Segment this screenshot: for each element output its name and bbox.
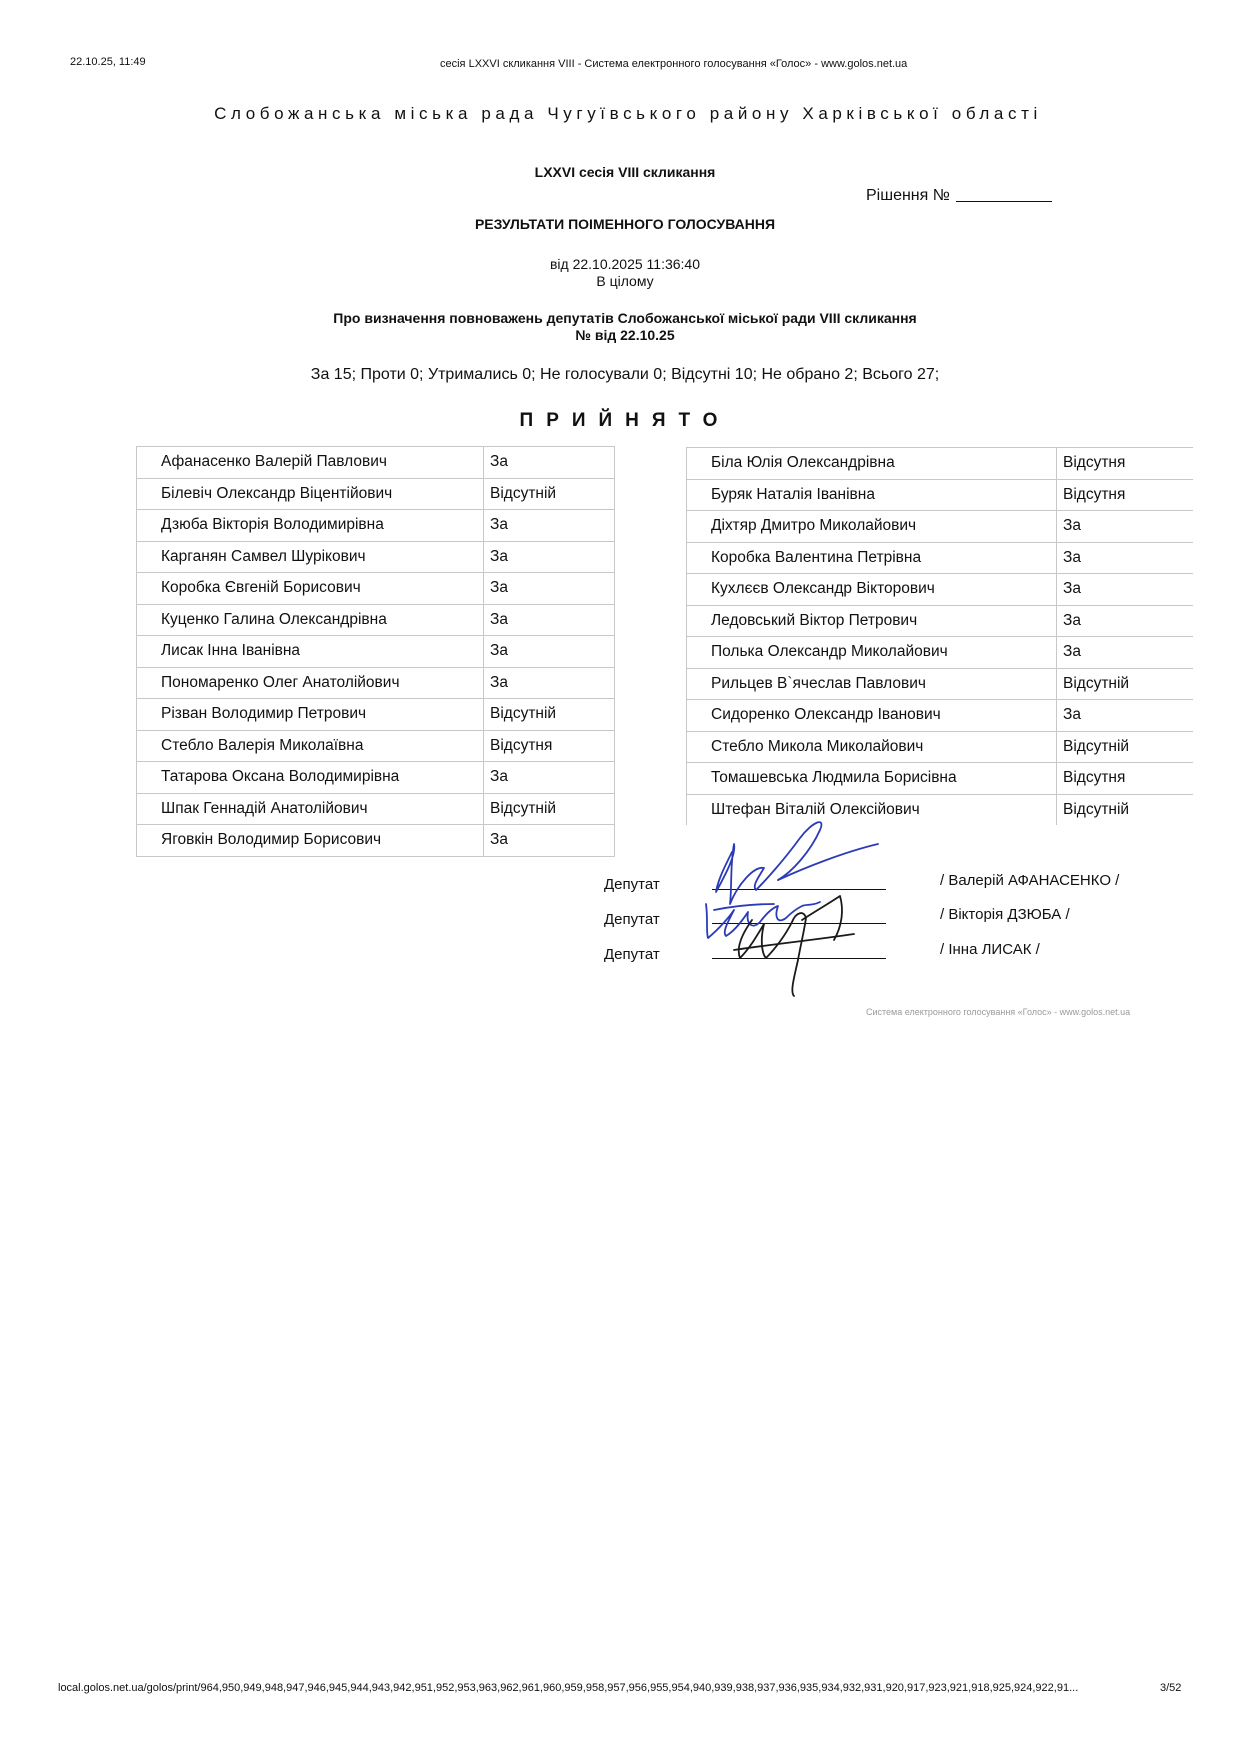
deputy-vote: За [1057, 637, 1194, 669]
deputy-name: Буряк Наталія Іванівна [687, 479, 1057, 511]
vote-row [137, 604, 615, 636]
vote-row [137, 636, 615, 668]
vote-row [137, 541, 615, 573]
council-name: Слобожанська міська рада Чугуївського району Харківської області [214, 104, 1042, 123]
vote-row [687, 763, 1194, 795]
decision-label: Рішення № [866, 187, 950, 204]
vote-date-block [0, 256, 1240, 290]
deputy-name: Коробка Євгеній Борисович [137, 573, 484, 605]
deputy-vote: За [484, 636, 615, 668]
deputy-vote: За [1057, 700, 1194, 732]
deputy-vote: За [1057, 574, 1194, 606]
signatory-name: / Валерій АФАНАСЕНКО / [940, 872, 1120, 889]
vote-row [687, 574, 1194, 606]
vote-row [137, 478, 615, 510]
deputy-vote: Відсутній [484, 699, 615, 731]
decision-number [866, 187, 1052, 205]
subject-number: № від 22.10.25 [575, 327, 675, 343]
vote-row [687, 668, 1194, 700]
vote-row [687, 731, 1194, 763]
signatory-name: / Вікторія ДЗЮБА / [940, 906, 1070, 923]
vote-row [137, 825, 615, 857]
vote-row [687, 479, 1194, 511]
vote-row [687, 605, 1194, 637]
signature-role: Депутат [604, 876, 660, 893]
vote-row [687, 448, 1194, 480]
deputy-name: Різван Володимир Петрович [137, 699, 484, 731]
vote-row [137, 730, 615, 762]
deputy-name: Татарова Оксана Володимирівна [137, 762, 484, 794]
print-date: 22.10.25, 11:49 [70, 56, 146, 68]
deputy-vote: Відсутня [1057, 448, 1194, 480]
vote-row [137, 762, 615, 794]
vote-row [137, 573, 615, 605]
deputy-name: Рильцев В`ячеслав Павлович [687, 668, 1057, 700]
deputy-name: Лисак Інна Іванівна [137, 636, 484, 668]
deputy-name: Карганян Самвел Шурікович [137, 541, 484, 573]
deputy-vote: За [484, 825, 615, 857]
deputy-name: Афанасенко Валерій Павлович [137, 447, 484, 479]
deputy-vote: За [484, 762, 615, 794]
deputy-name: Стебло Микола Миколайович [687, 731, 1057, 763]
deputy-name: Стебло Валерія Миколаївна [137, 730, 484, 762]
print-title: сесія LXXVI скликання VIII - Система електронного голосування «Голос» - www.golos.net.ua [440, 58, 908, 70]
signature-role: Депутат [604, 946, 660, 963]
deputy-name: Коробка Валентина Петрівна [687, 542, 1057, 574]
deputy-vote: Відсутній [1057, 731, 1194, 763]
deputy-name: Штефан Віталій Олексійович [711, 800, 920, 818]
results-title: РЕЗУЛЬТАТИ ПОІМЕННОГО ГОЛОСУВАННЯ [474, 216, 776, 232]
decision-blank-line [956, 201, 1052, 202]
subject-title: Про визначення повноважень депутатів Слобожанської міської ради VIII скликання [333, 310, 917, 326]
signature-role: Депутат [604, 911, 660, 928]
vote-row [137, 699, 615, 731]
vote-row [687, 542, 1194, 574]
deputy-vote: За [484, 541, 615, 573]
deputy-name: Сидоренко Олександр Іванович [687, 700, 1057, 732]
session-title: LXXVI сесія VIII скликання [534, 164, 716, 180]
vote-scope: В цілому [596, 273, 654, 289]
deputy-name: Біла Юлія Олександрівна [687, 448, 1057, 480]
footer-url: local.golos.net.ua/golos/print/964,950,949,948,947,946,945,944,943,942,951,952,953,963,962,961,960,959,958,957,956,955,954,940,939,938,937,936,935,934,932,931,920,917,923,921,918,925,924,922,91... [58, 1682, 1079, 1694]
vote-verdict: ПРИЙНЯТО [519, 410, 731, 431]
deputy-vote: Відсутній [1057, 794, 1194, 825]
vote-row [687, 637, 1194, 669]
vote-summary: За 15; Проти 0; Утримались 0; Не голосували 0; Відсутні 10; Не обрано 2; Всього 27; [310, 366, 940, 383]
deputy-vote: За [484, 447, 615, 479]
vote-date: від 22.10.2025 11:36:40 [549, 256, 701, 272]
deputy-vote: За [1057, 605, 1194, 637]
deputy-name: Ледовський Віктор Петрович [687, 605, 1057, 637]
votes-table-right [686, 447, 1193, 825]
vote-row [137, 510, 615, 542]
deputy-vote: За [484, 604, 615, 636]
deputy-vote: Відсутня [484, 730, 615, 762]
deputy-name: Кухлєєв Олександр Вікторович [687, 574, 1057, 606]
deputy-vote: Відсутня [1057, 479, 1194, 511]
deputy-name: Діхтяр Дмитро Миколайович [687, 511, 1057, 543]
handwritten-signatures [694, 808, 924, 1008]
deputy-name: Білевіч Олександр Віцентійович [137, 478, 484, 510]
deputy-name: Шпак Геннадій Анатолійович [137, 793, 484, 825]
vote-subject [0, 310, 1240, 344]
deputy-name: Пономаренко Олег Анатолійович [137, 667, 484, 699]
vote-row [687, 511, 1194, 543]
signatory-name: / Інна ЛИСАК / [940, 941, 1040, 958]
deputy-vote: Відсутній [484, 793, 615, 825]
vote-row [137, 667, 615, 699]
system-stamp: Система електронного голосування «Голос» - www.golos.net.ua [866, 1007, 1131, 1017]
deputy-vote: За [484, 573, 615, 605]
deputy-name: Томашевська Людмила Борисівна [687, 763, 1057, 795]
deputy-name: Полька Олександр Миколайович [687, 637, 1057, 669]
deputy-vote: За [484, 667, 615, 699]
deputy-vote: Відсутня [1057, 763, 1194, 795]
deputy-name: Яговкін Володимир Борисович [137, 825, 484, 857]
votes-table-left [136, 446, 615, 857]
vote-row [137, 793, 615, 825]
footer-page-number: 3/52 [1160, 1682, 1182, 1694]
deputy-name: Куценко Галина Олександрівна [137, 604, 484, 636]
deputy-name: Дзюба Вікторія Володимирівна [137, 510, 484, 542]
vote-row [137, 447, 615, 479]
deputy-vote: За [484, 510, 615, 542]
vote-row [687, 700, 1194, 732]
print-header [0, 56, 1240, 76]
deputy-vote: Відсутній [484, 478, 615, 510]
deputy-vote: Відсутній [1057, 668, 1194, 700]
deputy-vote: За [1057, 542, 1194, 574]
deputy-vote: За [1057, 511, 1194, 543]
